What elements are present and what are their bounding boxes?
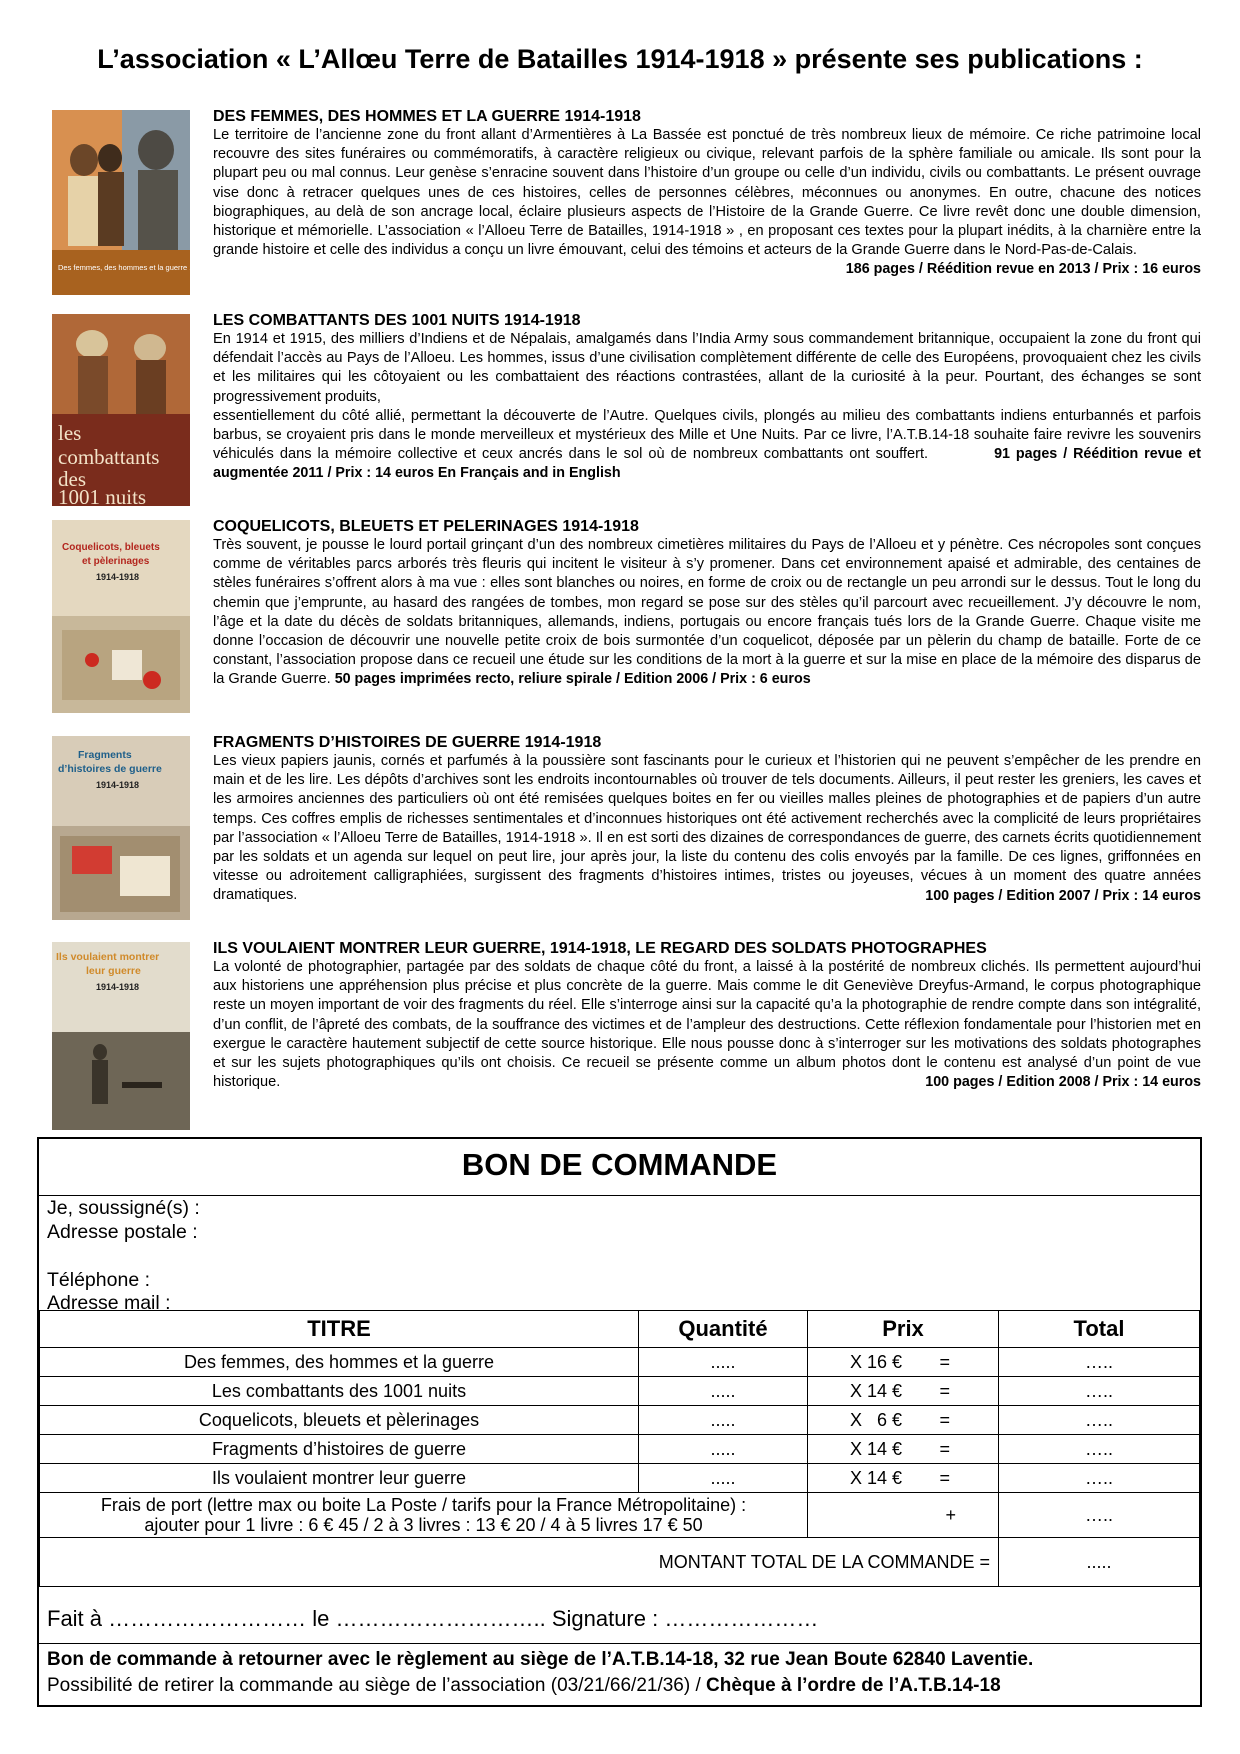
phone-field[interactable]: Téléphone : [47, 1269, 150, 1291]
address-field[interactable]: Adresse postale : [47, 1221, 198, 1243]
svg-text:1914-1918: 1914-1918 [96, 572, 140, 582]
equals-sign: = [939, 1467, 950, 1488]
book-title: COQUELICOTS, BLEUETS ET PELERINAGES 1914-1918 [213, 518, 639, 535]
book-title: FRAGMENTS D’HISTOIRES DE GUERRE 1914-1918 [213, 734, 602, 751]
quantity-field[interactable]: ..... [639, 1348, 808, 1377]
grand-total-label: MONTANT TOTAL DE LA COMMANDE = [40, 1538, 999, 1587]
row-total-field[interactable]: ….. [999, 1377, 1200, 1406]
order-form [37, 1137, 1202, 1707]
shipping-rates: ajouter pour 1 livre : 6 € 45 / 2 à 3 livres : 13 € 20 / 4 à 5 livres 17 € 50 [144, 1515, 703, 1535]
book-details: 50 pages imprimées recto, reliure spirale / Edition 2006 / Prix : 6 euros [334, 671, 811, 688]
book-cover-image [52, 110, 226, 295]
unit-price: X 14 € [850, 1380, 903, 1401]
book-description: Le territoire de l’ancienne zone du front allant d’Armentières à La Bassée est ponctué de très nombreux lieux de mémoire. Ce riche patrimoine local recouvre des sites funéraires ou commémoratifs, à caractère religieux ou civique, relevant parfois de la sphère familiale ou amicale. Ils sont pour la plupart peu ou mal connus. Leur genèse s’enracine souvent dans l’histoire d’un groupe ou celle d’un individu, civils ou combattants. Le présent ouvrage vise donc à retracer quelques unes de ces histoires, celles de personnes célèbres, méconnues ou anonymes. En outre, chacune des notices biographiques, au delà de son ancrage local, éclaire plusieurs aspects de l’Histoire de la Grande Guerre. Ce livre revêt donc une double dimension, historique et mémorielle. L’association « l’Alloeu Terre de Batailles, 1914-1918 » , en proposant ces textes pour la plupart inédits, à la charnière entre la grande histoire et celle des individus a conçu un livre émouvant, celui des témoins et acteurs de la Grande Guerre dans le Nord-Pas-de-Calais. [213, 127, 1201, 259]
row-title: Les combattants des 1001 nuits [40, 1377, 639, 1406]
grand-total-field[interactable]: ..... [999, 1538, 1200, 1587]
signature-line[interactable]: Fait à ……………………… le ……………………….. Signature : ………………… [47, 1606, 819, 1631]
row-total-field[interactable]: ….. [999, 1435, 1200, 1464]
table-row [40, 1406, 1200, 1435]
book-cover-image [52, 520, 190, 713]
unit-price: X 14 € [850, 1467, 903, 1488]
equals-sign: = [939, 1380, 950, 1401]
book-cover-image [52, 942, 190, 1130]
table-row [40, 1348, 1200, 1377]
pickup-info: Possibilité de retirer la commande au siège de l’association (03/21/66/21/36) / Chèque à l’ordre de l’A.T.B.14-18 [47, 1675, 1001, 1696]
name-field[interactable]: Je, soussigné(s) : [47, 1197, 200, 1219]
column-header-total: Total [999, 1311, 1200, 1348]
shipping-row [40, 1493, 1200, 1538]
book-title: LES COMBATTANTS DES 1001 NUITS 1914-1918 [213, 312, 581, 329]
cheque-info: Chèque à l’ordre de l’A.T.B.14-18 [706, 1675, 1001, 1696]
page-title: L’association « L’Allœu Terre de Batailles 1914-1918 » présente ses publications : [97, 44, 1143, 74]
svg-text:Des femmes, des hommes et la g: Des femmes, des hommes et la guerre 1914-1918 [58, 263, 226, 272]
svg-text:leur guerre: leur guerre [86, 965, 141, 977]
svg-text:d’histoires de guerre: d’histoires de guerre [58, 763, 162, 775]
book-description: En 1914 et 1915, des milliers d’Indiens et de Népalais, amalgamés dans l’India Army sous commandement britannique, occupaient la zone du front qui défendait l’accès au Pays de l’Alloeu. Les hommes, issus d’une civilisation complètement différente de celle des Européens, provoquaient chez les civils et les militaires qui les côtoyaient ou les combattaient des réactions contrastées, allant de la curiosité à la peur. Pourtant, des échanges se sont progressivement produits, [213, 331, 1201, 405]
unit-price: X 14 € [850, 1438, 903, 1459]
equals-sign: = [939, 1351, 950, 1372]
svg-text:1914-1918: 1914-1918 [96, 982, 140, 992]
book-description: Les vieux papiers jaunis, cornés et parfumés à la poussière sont fascinants pour le curieux et l’historien qui ne peuvent s’empêcher de les prendre en main et de les lire. Les dépôts d’archives sont les endroits incontournables où trouver de tels documents. Ailleurs, il peut rester les greniers, les caves et les armoires anciennes des particuliers où ont été remisées quelques boites en fer ou vieilles malles pleines de photographies et de papiers d’un autre temps. Ces coffres emplis de richesses sentimentales et d’inconnues historiques ont été activement recherchés avec la complicité de leurs propriétaires par l’association « l’Alloeu Terre de Batailles, 1914-1918 ». Il en est sorti des dizaines de correspondances de guerre, des carnets écrits quotidiennement par les soldats et un agenda sur lequel on peut lire, jour après jour, la liste du contenu des colis envoyés par la famille. De ces lignes, griffonnées en vitesse ou adroitement calligraphiées, surgissent des fragments d’histoires intimes, tristes ou joyeuses, vécues à un moment des quatre années dramatiques. [213, 753, 1201, 904]
table-row [40, 1464, 1200, 1493]
book-details: 186 pages / Réédition revue en 2013 / Prix : 16 euros [845, 261, 1201, 278]
svg-text:combattants: combattants [58, 445, 160, 469]
email-field[interactable]: Adresse mail : [47, 1292, 171, 1314]
book-details: 100 pages / Edition 2007 / Prix : 14 euros [925, 887, 1201, 904]
book-title: DES FEMMES, DES HOMMES ET LA GUERRE 1914-1918 [213, 108, 641, 125]
column-header-title: TITRE [40, 1311, 639, 1348]
row-total-field[interactable]: ….. [999, 1406, 1200, 1435]
svg-text:Fragments: Fragments [78, 749, 132, 761]
book-details: 100 pages / Edition 2008 / Prix : 14 euros [925, 1074, 1201, 1091]
table-header-row [40, 1311, 1200, 1348]
column-header-price: Prix [808, 1311, 999, 1348]
row-title: Des femmes, des hommes et la guerre [40, 1348, 639, 1377]
row-total-field[interactable]: ….. [999, 1348, 1200, 1377]
svg-text:et pèlerinages: et pèlerinages [82, 556, 150, 567]
row-total-field[interactable]: ….. [999, 1464, 1200, 1493]
book-cover-image [52, 736, 190, 920]
quantity-field[interactable]: ..... [639, 1377, 808, 1406]
row-title: Ils voulaient montrer leur guerre [40, 1464, 639, 1493]
return-instructions: Bon de commande à retourner avec le règlement au siège de l’A.T.B.14-18, 32 rue Jean Boute 62840 Laventie. [47, 1649, 1034, 1670]
quantity-field[interactable]: ..... [639, 1406, 808, 1435]
svg-text:des: des [58, 467, 86, 491]
book-description-continued: essentiellement du côté allié, permettant la découverte de l’Autre. Quelques civils, plongés au milieu des combattants indiens enturbannés et parfois barbus, se croyaient pris dans le monde merveilleux et mystérieux des Mille et Une Nuits. Par ce livre, l’A.T.B.14-18 souhaite faire revivre les souvenirs véhiculés dans la mémoire collective et ceux ancrés dans le sol où de nombreux combattants ont souffert. [213, 407, 1201, 463]
svg-text:les: les [58, 421, 82, 445]
quantity-field[interactable]: ..... [639, 1464, 808, 1493]
svg-text:Ils voulaient montrer: Ils voulaient montrer [56, 951, 160, 963]
column-header-quantity: Quantité [639, 1311, 808, 1348]
shipping-label: Frais de port (lettre max ou boite La Poste / tarifs pour la France Métropolitaine) : [100, 1495, 747, 1515]
plus-sign: + [808, 1493, 999, 1538]
quantity-field[interactable]: ..... [639, 1435, 808, 1464]
book-description: La volonté de photographier, partagée par des soldats de chaque côté du front, a laissé à la postérité de nombreux clichés. Ils permettent aujourd’hui aux historiens une appréhension plus précise et plus concrète de la guerre. Mais comme le dit Geneviève Dreyfus-Armand, le corpus photographique reste un moyen important de voir des fragments du réel. Elle s’interroge ainsi sur la capacité qu’a la photographie de rendre compte dans son intégralité, d’un conflit, de l’âpreté des combats, de la souffrance des victimes et de l’ampleur des destructions. Cette réflexion fondamentale pour l’historien met en exergue le caractère hautement subjectif de cette source historique. Elle nous pousse donc à s’interroger sur les motivations des soldats photographes et sur les sujets photographiques qu’ils ont choisis. Ce recueil se présente comme un album photos dont le contenu est analysé d’un point de vue historique. [213, 959, 1201, 1091]
unit-price: X 16 € [850, 1351, 903, 1372]
book-details: 91 pages / Réédition revue et augmentée 2011 / Prix : 14 euros En Français and in English [213, 446, 1201, 482]
table-row [40, 1435, 1200, 1464]
unit-price: X 6 € [850, 1409, 903, 1430]
svg-text:1914-1918: 1914-1918 [96, 780, 140, 790]
book-title: ILS VOULAIENT MONTRER LEUR GUERRE, 1914-1918, LE REGARD DES SOLDATS PHOTOGRAPHES [213, 940, 987, 957]
order-form-title: BON DE COMMANDE [461, 1147, 778, 1182]
shipping-total-field[interactable]: ….. [999, 1493, 1200, 1538]
svg-text:1001 nuits: 1001 nuits [58, 485, 147, 509]
equals-sign: = [939, 1438, 950, 1459]
book-cover-image [52, 314, 190, 509]
book-description: Très souvent, je pousse le lourd portail grinçant d’un des nombreux cimetières militaires du Pays de l’Alloeu et y pénètre. Ces nécropoles sont conçues comme de véritables parcs arborés très fleuris qui incitent le visiteur à s’y promener. Dans cet environnement apaisé et admirable, des centaines de stèles funéraires s’offrent alors à ma vue : elles sont blanches ou noires, en forme de croix ou de rectangle un peu arrondi sur le dessus. Tout le long du chemin que j’emprunte, au hasard des rangées de tombes, mon regard se pose sur des stèles qu’il parcourt avec recueillement. J’y découvre le nom, l’âge et la date du décès de soldats britanniques, allemands, indiens, portugais ou encore français tués lors de la Grande Guerre. Chaque visite me donne l’occasion de découvrir une nouvelle petite croix de bois surmontée d’un coquelicot, déposée par un pèlerin du champ de bataille. Forte de ce constant, l’association propose dans ce recueil une étude sur les conditions de la mort à la guerre et sur la mise en place de la mémoire des disparus de la Grande Guerre. [213, 537, 1201, 688]
equals-sign: = [939, 1409, 950, 1430]
row-title: Fragments d’histoires de guerre [40, 1435, 639, 1464]
table-row [40, 1377, 1200, 1406]
order-table [39, 1310, 1200, 1587]
svg-text:Coquelicots, bleuets: Coquelicots, bleuets [62, 542, 160, 553]
grand-total-row [40, 1538, 1200, 1587]
row-title: Coquelicots, bleuets et pèlerinages [40, 1406, 639, 1435]
